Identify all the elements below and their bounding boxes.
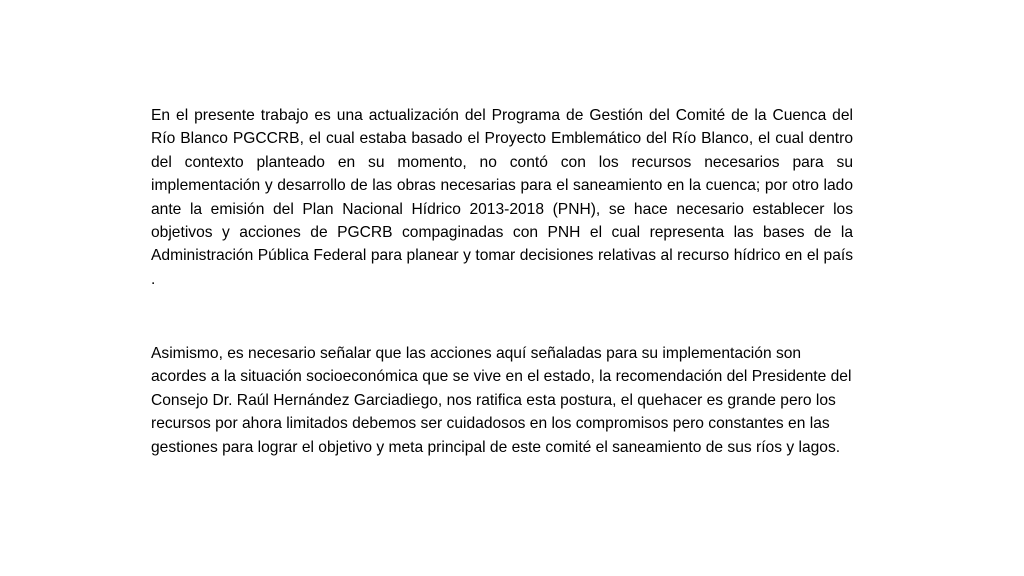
paragraph-implementation-actions: Asimismo, es necesario señalar que las acciones aquí señaladas para su implementación son acordes a la situación socioeconómica que se vive en el estado, la recomendación del Presidente del Consejo Dr. Raúl Hernández Garciadiego, nos ratifica esta postura, el quehacer es grande pero los recursos por ahora limitados debemos ser cuidadosos en los compromisos pero constantes en las gestiones para lograr el objetivo y meta principal de este comité el saneamiento de sus ríos y lagos. bbox=[151, 345, 852, 456]
paragraph-program-update: En el presente trabajo es una actualización del Programa de Gestión del Comité de la Cuenca del Río Blanco PGCCRB, el cual estaba basado el Proyecto Emblemático del Río Blanco, el cual dentro del contexto planteado en su momento, no contó con los recursos necesarios para su implementación y desarrollo de las obras necesarias para el saneamiento en la cuenca; por otro lado ante la emisión del Plan Nacional Hídrico 2013-2018 (PNH), se hace necesario establecer los objetivos y acciones de PGCRB compaginadas con PNH el cual representa las bases de la Administración Pública Federal para planear y tomar decisiones relativas al recurso hídrico en el país . bbox=[151, 107, 853, 288]
